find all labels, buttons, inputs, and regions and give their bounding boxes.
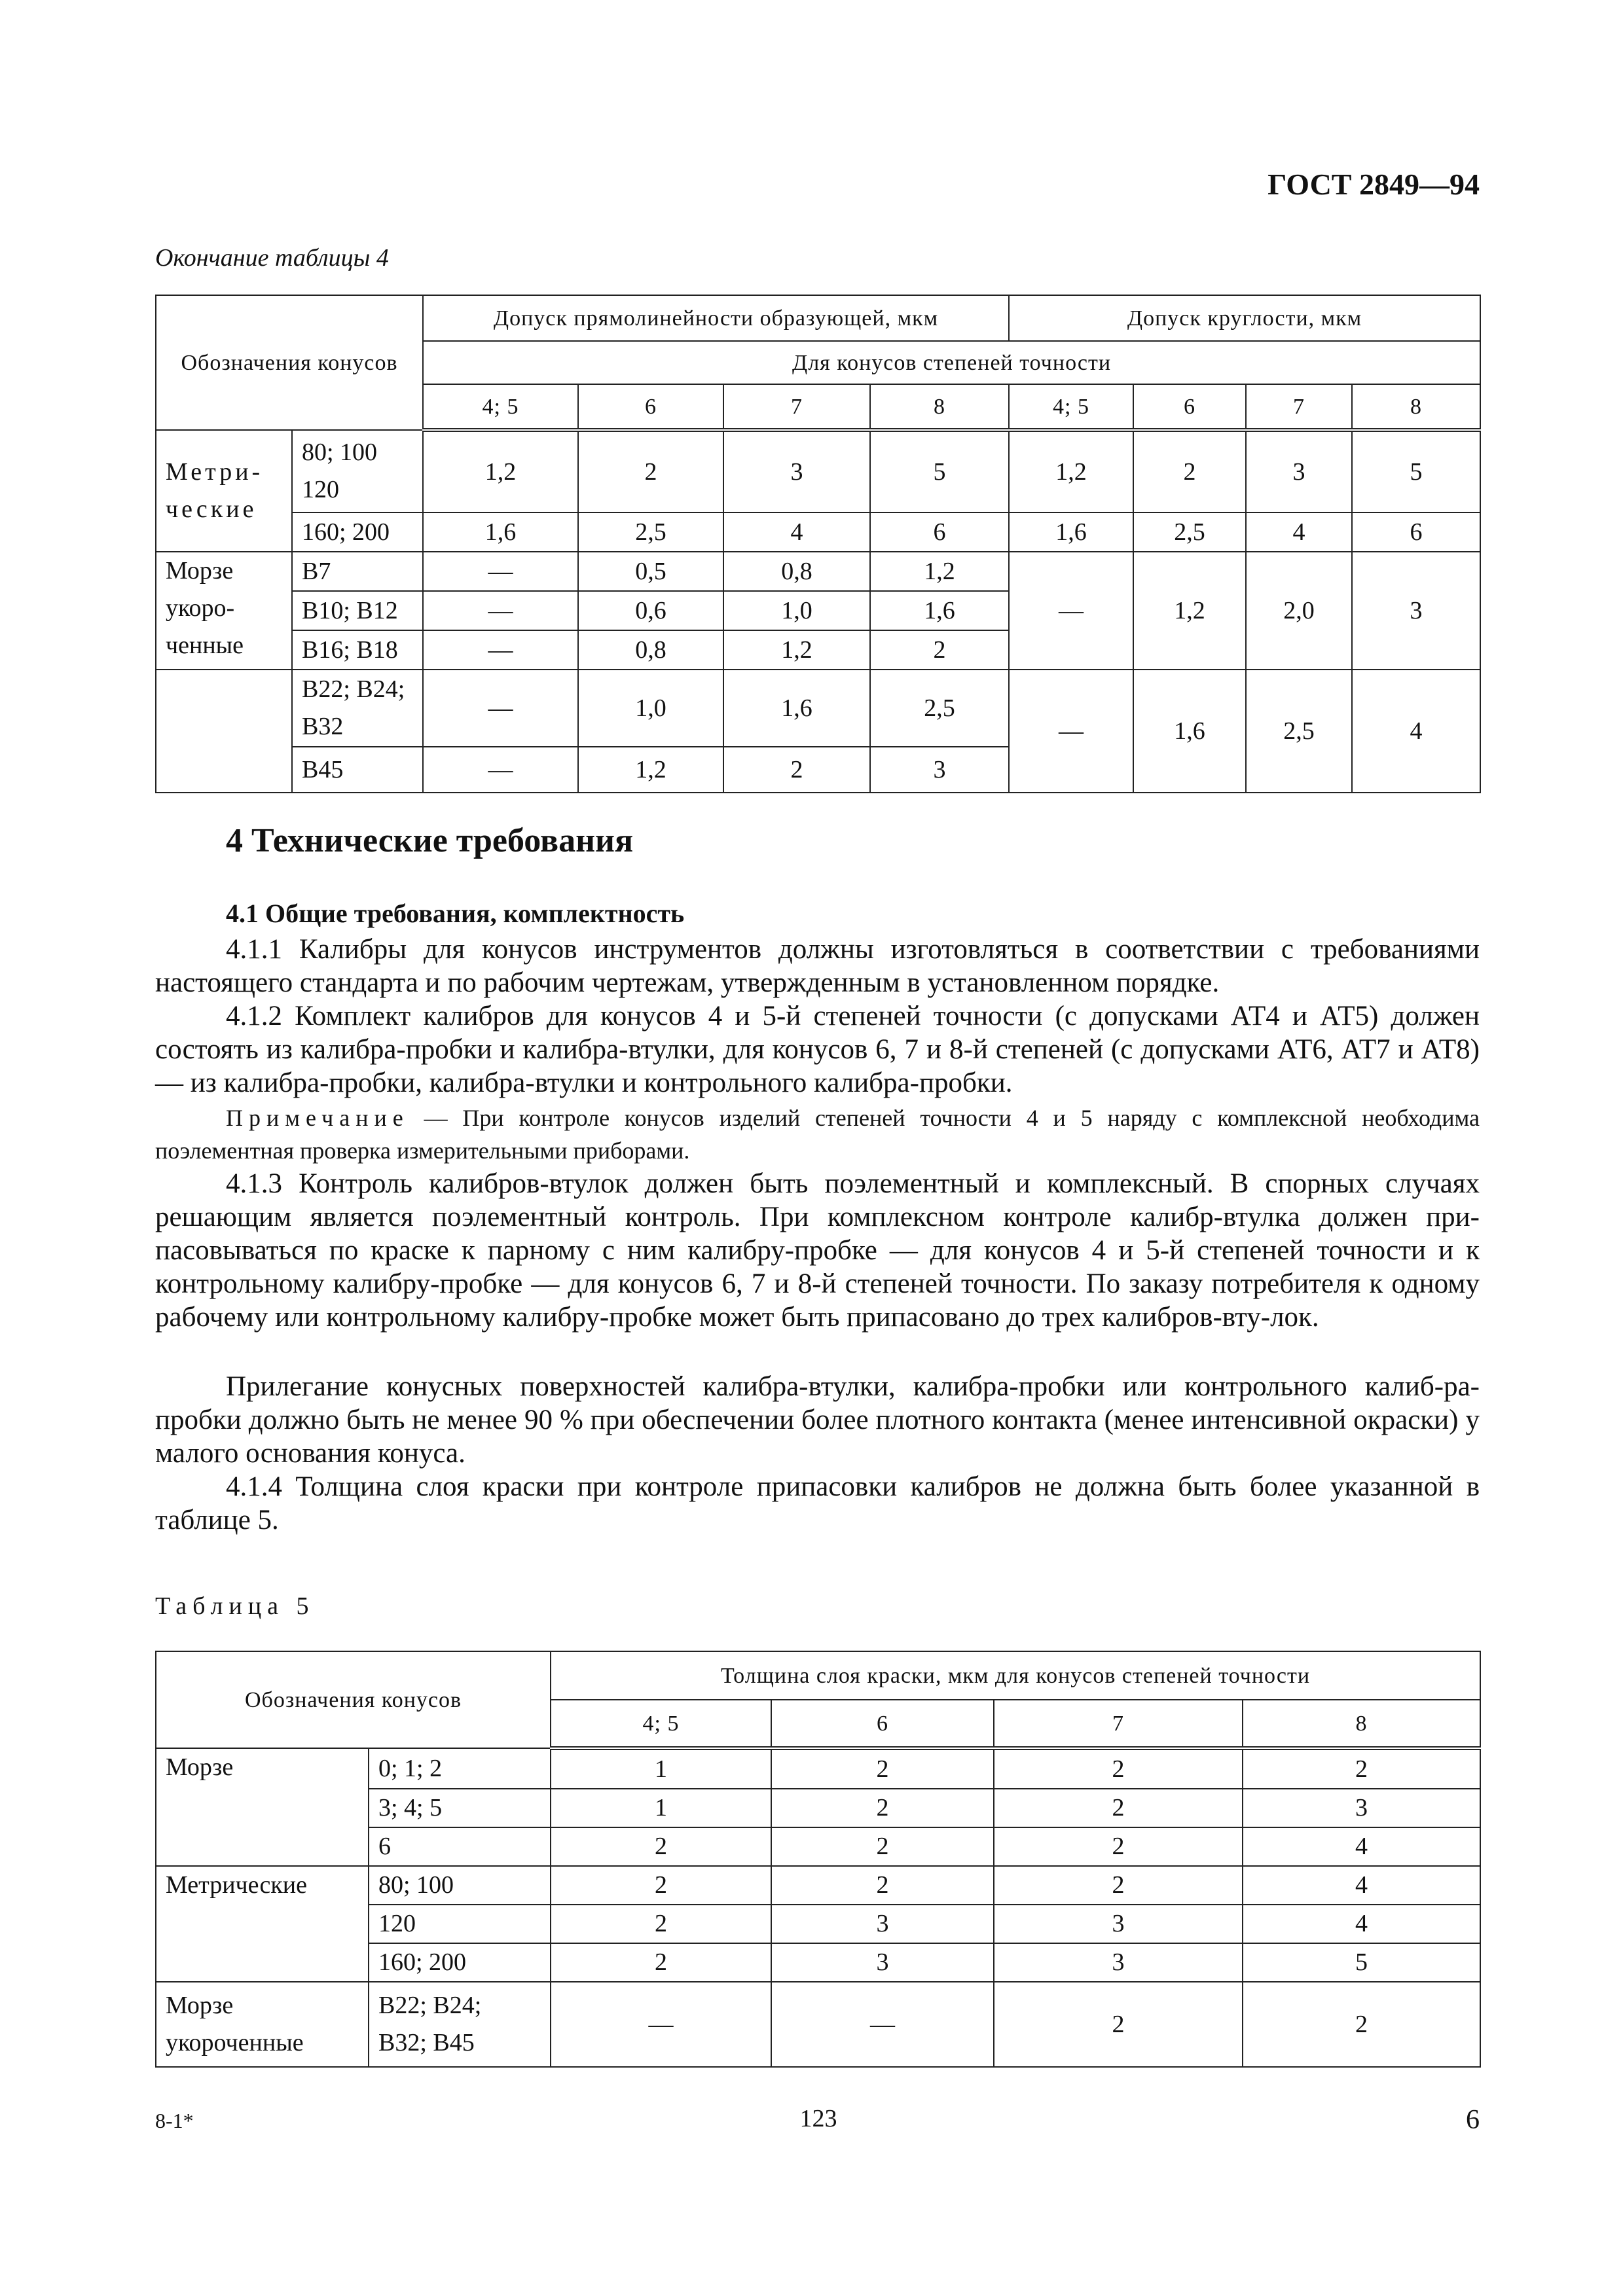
t4-col-header: 4; 5 xyxy=(423,384,578,430)
t5-cell: 2 xyxy=(551,1827,771,1866)
table4-caption: Окончание таблицы 4 xyxy=(155,244,389,272)
paragraph-contact: Прилегание конусных поверхностей калибра-втулки, калибра-пробки или контрольного калиб-ра-пробки должно быть не менее 90 % при обеспечении более плотного контакта (менее интенсивной окраски) у малого основания конуса. xyxy=(155,1371,1480,1469)
t5-col-header: 8 xyxy=(1243,1700,1480,1748)
paragraph-4-1-1: 4.1.1 Калибры для конусов инструментов должны изготовляться в соответствии с требованиями настоящего стандарта и по рабочим чертежам, утвержденным в установленном порядке. xyxy=(155,934,1480,998)
t4-group-morse-short: Морзе укоро- ченные xyxy=(156,552,292,670)
t4-header-degrees: Для конусов степеней точности xyxy=(423,341,1480,384)
t5-row-label: 3; 4; 5 xyxy=(369,1789,551,1827)
t4-cell: 3 xyxy=(1352,552,1480,670)
t4-cell: 5 xyxy=(1352,430,1480,512)
t5-group-metric: Метрические xyxy=(156,1866,369,1982)
t4-row-label: B10; B12 xyxy=(292,591,423,630)
t5-cell: — xyxy=(551,1982,771,2067)
t5-row-label: B22; B24; B32; B45 xyxy=(369,1982,551,2067)
t4-col-header: 7 xyxy=(723,384,870,430)
t4-header-roundness: Допуск круглости, мкм xyxy=(1009,295,1480,341)
t5-col-header: 7 xyxy=(994,1700,1243,1748)
t4-cell: 2,5 xyxy=(870,670,1009,747)
t4-col-header: 4; 5 xyxy=(1009,384,1133,430)
t4-cell: 1,0 xyxy=(723,591,870,630)
t4-row-label: B16; B18 xyxy=(292,630,423,670)
table5-caption: Таблица 5 xyxy=(155,1592,315,1620)
t4-cell: 1,6 xyxy=(723,670,870,747)
t5-row-label: 120 xyxy=(369,1905,551,1943)
footer-local-page: 6 xyxy=(1466,2105,1480,2135)
t4-cell: 0,6 xyxy=(578,591,723,630)
t4-cell: 1,2 xyxy=(1009,430,1133,512)
t4-cell: 0,5 xyxy=(578,552,723,591)
t5-cell: 2 xyxy=(771,1748,994,1789)
t4-cell: — xyxy=(1009,552,1133,670)
t5-cell: 2 xyxy=(771,1866,994,1905)
t4-row-label: B7 xyxy=(292,552,423,591)
t4-cell: 2 xyxy=(578,430,723,512)
t4-cell: 1,2 xyxy=(578,747,723,793)
t4-cell: 2 xyxy=(870,630,1009,670)
t5-header-thickness: Толщина слоя краски, мкм для конусов степеней точности xyxy=(551,1651,1480,1700)
t4-col-header: 7 xyxy=(1246,384,1352,430)
t4-cell: 6 xyxy=(870,512,1009,552)
t5-row-label: 0; 1; 2 xyxy=(369,1748,551,1789)
t5-cell: 2 xyxy=(994,1789,1243,1827)
t4-cell: 0,8 xyxy=(578,630,723,670)
table-4 xyxy=(155,295,1481,793)
t4-row-label: B45 xyxy=(292,747,423,793)
t5-cell: 2 xyxy=(1243,1982,1480,2067)
note-text: — При контроле конусов изделий степеней точности 4 и 5 наряду с комплексной необходима поэлементная проверка измерительными приборами. xyxy=(155,1105,1480,1164)
t4-cell: 1,6 xyxy=(1133,670,1246,793)
footer-page-number: 123 xyxy=(799,2105,837,2132)
t4-header-straightness: Допуск прямолинейности образующей, мкм xyxy=(423,295,1009,341)
t4-col-header: 8 xyxy=(870,384,1009,430)
t4-cell: 6 xyxy=(1352,512,1480,552)
t4-cell: 1,2 xyxy=(423,430,578,512)
t5-group-morse-short: Морзе укороченные xyxy=(156,1982,369,2067)
t5-cell: 4 xyxy=(1243,1827,1480,1866)
t5-row-label: 160; 200 xyxy=(369,1943,551,1982)
t5-cell: 2 xyxy=(994,1827,1243,1866)
t4-col-header: 6 xyxy=(578,384,723,430)
paragraph-4-1-2: 4.1.2 Комплект калибров для конусов 4 и 5-й степеней точности (с допусками АТ4 и АТ5) должен состоять из калибра-пробки и калибра-втулки, для конусов 6, 7 и 8-й степеней (с допусками АТ6, АТ7 и АТ8) — из калибра-пробки, калибра-втулки и контрольного калибра-пробки. xyxy=(155,1001,1480,1098)
t5-cell: 1 xyxy=(551,1748,771,1789)
t5-cell: 3 xyxy=(1243,1789,1480,1827)
t4-cell: 1,2 xyxy=(723,630,870,670)
t4-cell: — xyxy=(423,670,578,747)
t4-group-metric: Метри- ческие xyxy=(156,430,292,552)
t4-cell: 1,0 xyxy=(578,670,723,747)
t5-cell: 2 xyxy=(551,1905,771,1943)
paragraph-4-1-4: 4.1.4 Толщина слоя краски при контроле припасовки калибров не должна быть более указанной в таблице 5. xyxy=(155,1471,1480,1535)
t4-cell: — xyxy=(423,630,578,670)
t5-cell: 2 xyxy=(551,1866,771,1905)
t5-row-label: 6 xyxy=(369,1827,551,1866)
t5-cell: 5 xyxy=(1243,1943,1480,1982)
t4-cell: 2 xyxy=(1133,430,1246,512)
t5-cell: 2 xyxy=(551,1943,771,1982)
t5-cell: 3 xyxy=(994,1905,1243,1943)
t4-cell: 3 xyxy=(1246,430,1352,512)
t4-cell: 0,8 xyxy=(723,552,870,591)
t5-cell: 2 xyxy=(1243,1748,1480,1789)
t4-cell: 3 xyxy=(723,430,870,512)
subsection-title: 4.1 Общие требования, комплектность xyxy=(226,899,685,928)
t4-cell: 4 xyxy=(723,512,870,552)
t5-cell: 3 xyxy=(771,1905,994,1943)
t5-cell: 2 xyxy=(994,1866,1243,1905)
t4-cell: 5 xyxy=(870,430,1009,512)
paragraph-4-1-3: 4.1.3 Контроль калибров-втулок должен быть поэлементный и комплексный. В спорных случаях решающим является поэлементный контроль. При комплексном контроле калибр-втулка должен при-пасовываться по краске к парному с ним калибру-пробке — для конусов 4 и 5-й степеней точности и к контрольному калибру-пробке — для конусов 6, 7 и 8-й степеней точности. По заказу потребителя к одному рабочему или контрольному калибру-пробке может быть припасовано до трех калибров-вту-лок. xyxy=(155,1168,1480,1333)
t4-cell: 1,2 xyxy=(1133,552,1246,670)
t4-group-blank xyxy=(156,670,292,793)
t5-row-label: 80; 100 xyxy=(369,1866,551,1905)
t5-cell: — xyxy=(771,1982,994,2067)
t4-cell: 1,6 xyxy=(423,512,578,552)
section-title: 4 Технические требования xyxy=(226,822,634,859)
t5-cell: 3 xyxy=(771,1943,994,1982)
t4-cell: — xyxy=(423,747,578,793)
t4-cell: 3 xyxy=(870,747,1009,793)
t4-header-designation: Обозначения конусов xyxy=(156,295,423,430)
table-5 xyxy=(155,1651,1481,2068)
t4-row-label: B22; B24; B32 xyxy=(292,670,423,747)
note xyxy=(155,1102,1480,1167)
t5-col-header: 6 xyxy=(771,1700,994,1748)
t5-cell: 1 xyxy=(551,1789,771,1827)
t5-cell: 4 xyxy=(1243,1866,1480,1905)
t4-row-label: 80; 100 120 xyxy=(292,430,423,512)
t5-cell: 3 xyxy=(994,1943,1243,1982)
t5-group-morse: Морзе xyxy=(156,1748,369,1866)
t5-cell: 2 xyxy=(994,1982,1243,2067)
t4-cell: 2,5 xyxy=(578,512,723,552)
t4-cell: 1,2 xyxy=(870,552,1009,591)
t4-col-header: 6 xyxy=(1133,384,1246,430)
t4-col-header: 8 xyxy=(1352,384,1480,430)
t5-cell: 2 xyxy=(771,1827,994,1866)
t5-cell: 2 xyxy=(771,1789,994,1827)
document-code: ГОСТ 2849—94 xyxy=(1267,168,1480,201)
t5-cell: 4 xyxy=(1243,1905,1480,1943)
t4-cell: 1,6 xyxy=(1009,512,1133,552)
t4-cell: 2,5 xyxy=(1133,512,1246,552)
t5-cell: 2 xyxy=(994,1748,1243,1789)
t4-cell: 4 xyxy=(1352,670,1480,793)
t4-cell: 1,6 xyxy=(870,591,1009,630)
t4-cell: 2,0 xyxy=(1246,552,1352,670)
note-label: Примечание xyxy=(226,1105,409,1131)
t4-cell: 2 xyxy=(723,747,870,793)
footer-sheet-mark: 8-1* xyxy=(155,2109,194,2132)
t5-col-header: 4; 5 xyxy=(551,1700,771,1748)
t5-header-designation: Обозначения конусов xyxy=(156,1651,551,1748)
t4-cell: — xyxy=(1009,670,1133,793)
t4-row-label: 160; 200 xyxy=(292,512,423,552)
t4-cell: 4 xyxy=(1246,512,1352,552)
t4-cell: — xyxy=(423,552,578,591)
t4-cell: — xyxy=(423,591,578,630)
t4-cell: 2,5 xyxy=(1246,670,1352,793)
